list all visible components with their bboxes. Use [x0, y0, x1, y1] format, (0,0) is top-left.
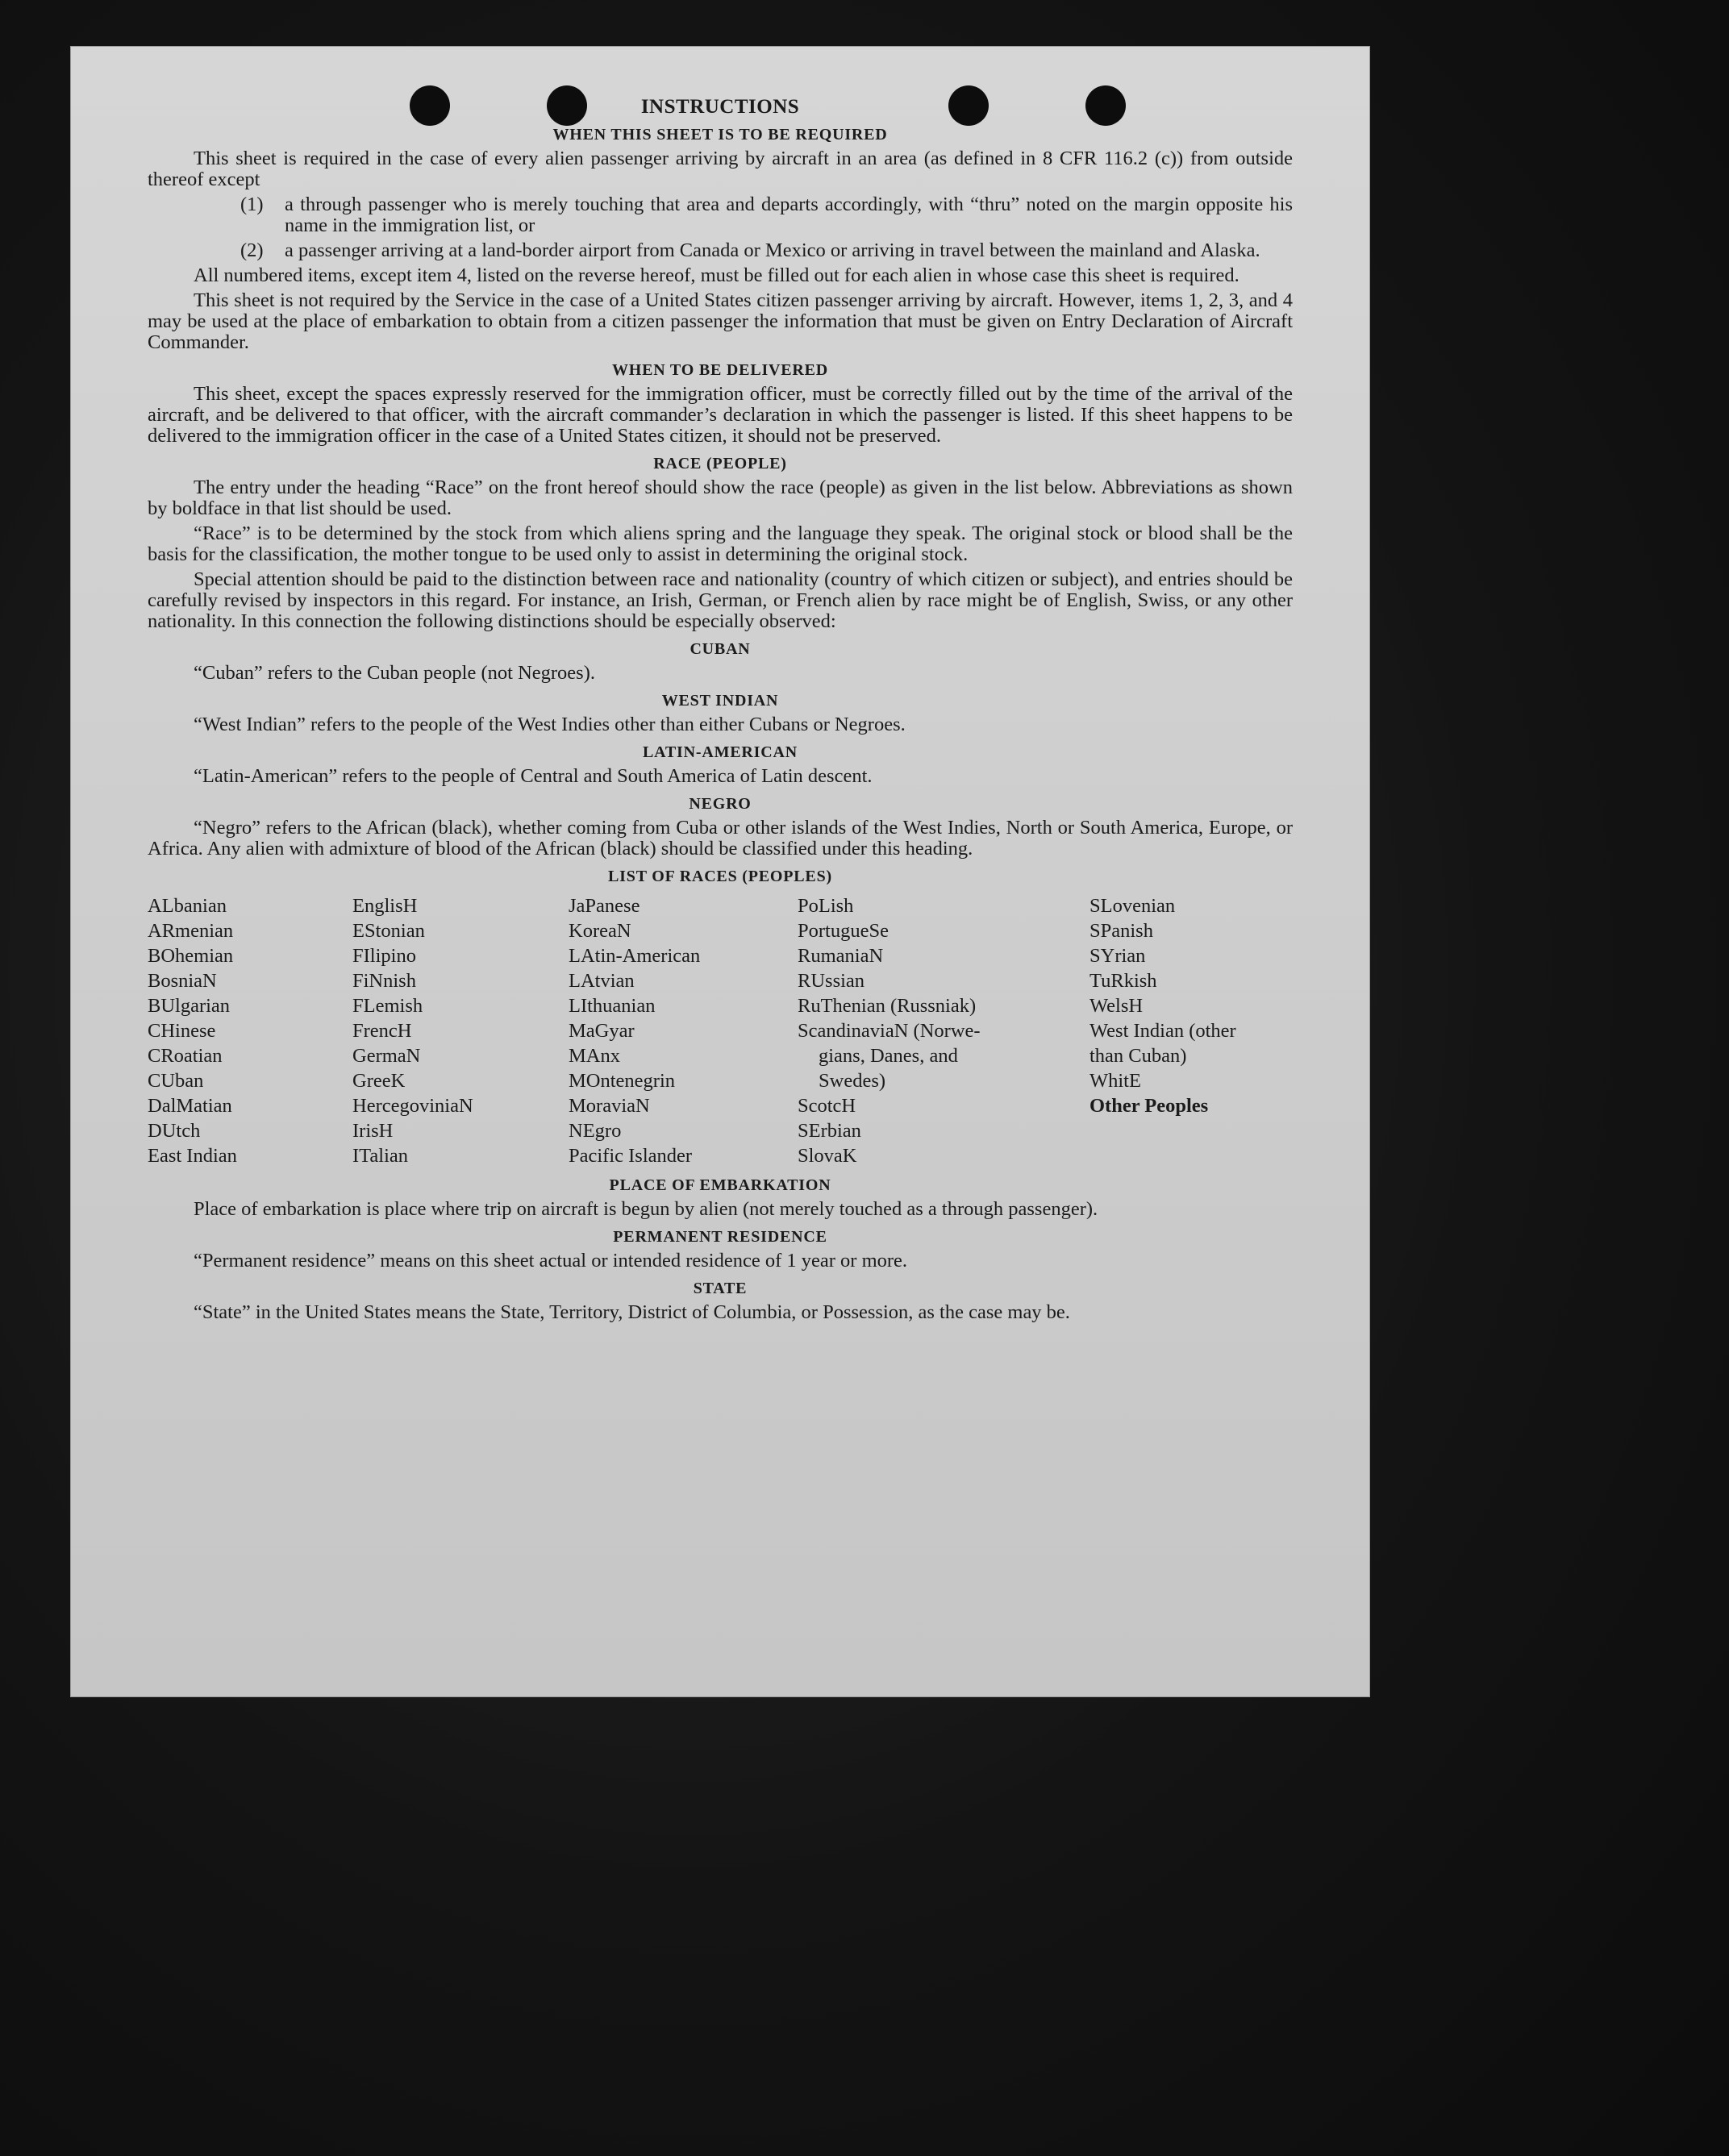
paragraph: This sheet is required in the case of every alien passenger arriving by aircraft in an area (as defined in 8 CFR 116.2 (c)) from outside thereof except: [148, 148, 1293, 190]
race-entry: RumaniaN: [798, 945, 884, 967]
race-entry: SYrian: [1089, 945, 1146, 967]
race-entry-continuation: gians, Danes, and: [819, 1045, 958, 1067]
race-entry: EStonian: [352, 920, 425, 942]
page-title: INSTRUCTIONS: [640, 96, 800, 118]
race-entry: HercegoviniaN: [352, 1095, 473, 1117]
race-entry: ScandinaviaN (Norwe-: [798, 1020, 981, 1042]
race-entry: FLemish: [352, 995, 423, 1017]
race-entry: GermaN: [352, 1045, 421, 1067]
race-entry: SPanish: [1089, 920, 1153, 942]
race-entry: MoraviaN: [569, 1095, 650, 1117]
race-entry: SlovaK: [798, 1145, 857, 1167]
race-column: [148, 893, 352, 1168]
race-entry: NEgro: [569, 1120, 622, 1142]
paragraph: The entry under the heading “Race” on the front hereof should show the race (people) as given in the list below. Abbreviations as shown by boldface in that list should be used.: [148, 477, 1293, 519]
race-entry: EnglisH: [352, 895, 418, 917]
race-entry-continuation: than Cuban): [1089, 1045, 1187, 1067]
race-entry: RUssian: [798, 970, 865, 992]
race-column: [352, 893, 569, 1168]
section-heading-list-of-races: LIST OF RACES (PEOPLES): [608, 868, 832, 885]
race-list: [148, 893, 1293, 1168]
race-entry: SErbian: [798, 1120, 861, 1142]
race-entry: TuRkish: [1089, 970, 1157, 992]
item-number: (1): [240, 194, 264, 215]
paragraph: “Race” is to be determined by the stock from which aliens spring and the language they speak. The original stock or blood shall be the basis for the classification, the mother tongue to be used only to assist in determining the original stock.: [148, 522, 1293, 565]
list-item: [148, 240, 1293, 261]
race-entry: PortugueSe: [798, 920, 889, 942]
race-entry: ScotcH: [798, 1095, 856, 1117]
race-entry: BosniaN: [148, 970, 217, 992]
race-entry: East Indian: [148, 1145, 237, 1167]
paragraph: This sheet, except the spaces expressly reserved for the immigration officer, must be correctly filled out by the time of the arrival of the aircraft, and be delivered to that officer, with the aircraft commander’s declaration in which the passenger is listed. If this sheet happens to be delivered to the immigration officer in the case of a United States citizen, it should not be preserved.: [148, 383, 1293, 447]
race-column: [1089, 893, 1293, 1168]
section-heading-state: STATE: [693, 1280, 748, 1297]
race-entry: CUban: [148, 1070, 204, 1092]
race-entry: JaPanese: [569, 895, 640, 917]
item-text: a passenger arriving at a land-border airport from Canada or Mexico or arriving in travel between the mainland and Alaska.: [285, 239, 1260, 261]
paragraph: “West Indian” refers to the people of the West Indies other than either Cubans or Negroes.: [194, 714, 906, 735]
race-entry: MOntenegrin: [569, 1070, 675, 1092]
section-heading-race: RACE (PEOPLE): [653, 455, 787, 472]
race-entry: Other Peoples: [1089, 1095, 1209, 1117]
section-heading-when-required: WHEN THIS SHEET IS TO BE REQUIRED: [552, 126, 888, 144]
race-entry: LAtin-American: [569, 945, 701, 967]
document-page: [71, 47, 1369, 1696]
section-heading-cuban: CUBAN: [690, 640, 751, 658]
paragraph: Place of embarkation is place where trip on aircraft is begun by alien (not merely touched as a through passenger).: [194, 1198, 1098, 1220]
race-entry: FiNnish: [352, 970, 416, 992]
race-entry: GreeK: [352, 1070, 406, 1092]
item-text: a through passenger who is merely touching that area and departs accordingly, with “thru” noted on the margin opposite his name in the immigration list, or: [285, 194, 1293, 236]
race-entry: BOhemian: [148, 945, 234, 967]
list-item: [148, 194, 1293, 236]
race-entry: IrisH: [352, 1120, 394, 1142]
race-entry: WhitE: [1089, 1070, 1141, 1092]
section-heading-embarkation: PLACE OF EMBARKATION: [609, 1176, 831, 1194]
race-column: [569, 893, 798, 1168]
race-column: [798, 893, 1089, 1168]
race-entry: CHinese: [148, 1020, 216, 1042]
race-entry: ITalian: [352, 1145, 409, 1167]
race-entry: RuThenian (Russniak): [798, 995, 977, 1017]
section-heading-residence: PERMANENT RESIDENCE: [613, 1228, 827, 1246]
paragraph: All numbered items, except item 4, listed on the reverse hereof, must be filled out for each alien in whose case this sheet is required.: [194, 264, 1239, 286]
race-entry: DUtch: [148, 1120, 201, 1142]
paragraph: Special attention should be paid to the distinction between race and nationality (country of which citizen or subject), and entries should be carefully revised by inspectors in this regard. For instance, an Irish, German, or French alien by race might be of English, Swiss, or any other nationality. In this connection the following distinctions should be especially observed:: [148, 568, 1293, 632]
section-heading-latin-american: LATIN-AMERICAN: [643, 743, 798, 761]
paragraph: “Permanent residence” means on this sheet actual or intended residence of 1 year or more.: [194, 1250, 908, 1272]
section-heading-west-indian: WEST INDIAN: [661, 692, 779, 710]
race-entry: Pacific Islander: [569, 1145, 693, 1167]
race-entry: BUlgarian: [148, 995, 231, 1017]
race-entry: DalMatian: [148, 1095, 232, 1117]
race-entry: FIlipino: [352, 945, 416, 967]
paragraph: “State” in the United States means the State, Territory, District of Columbia, or Possession, as the case may be.: [194, 1301, 1070, 1323]
race-entry: MAnx: [569, 1045, 620, 1067]
race-entry: WelsH: [1089, 995, 1144, 1017]
paragraph: “Cuban” refers to the Cuban people (not Negroes).: [194, 662, 595, 684]
paragraph: “Latin-American” refers to the people of Central and South America of Latin descent.: [194, 765, 873, 787]
paragraph: This sheet is not required by the Service in the case of a United States citizen passenger arriving by aircraft. However, items 1, 2, 3, and 4 may be used at the place of embarkation to obtain from a citizen passenger the information that must be given on Entry Declaration of Aircraft Commander.: [148, 289, 1293, 353]
race-entry: MaGyar: [569, 1020, 635, 1042]
race-entry: West Indian (other: [1089, 1020, 1236, 1042]
race-entry: KoreaN: [569, 920, 631, 942]
race-entry: FrencH: [352, 1020, 412, 1042]
race-entry: CRoatian: [148, 1045, 223, 1067]
race-entry: LAtvian: [569, 970, 635, 992]
race-entry: ARmenian: [148, 920, 234, 942]
section-heading-when-delivered: WHEN TO BE DELIVERED: [611, 361, 829, 379]
section-heading-negro: NEGRO: [689, 795, 752, 813]
race-entry: LIthuanian: [569, 995, 656, 1017]
race-entry: PoLish: [798, 895, 854, 917]
item-number: (2): [240, 239, 264, 261]
race-entry-continuation: Swedes): [819, 1070, 886, 1092]
race-entry: ALbanian: [148, 895, 227, 917]
race-entry: SLovenian: [1089, 895, 1176, 917]
paragraph: “Negro” refers to the African (black), whether coming from Cuba or other islands of the West Indies, North or South America, Europe, or Africa. Any alien with admixture of blood of the African (black) should be classified under this heading.: [148, 817, 1293, 859]
document-body: [148, 97, 1293, 1327]
